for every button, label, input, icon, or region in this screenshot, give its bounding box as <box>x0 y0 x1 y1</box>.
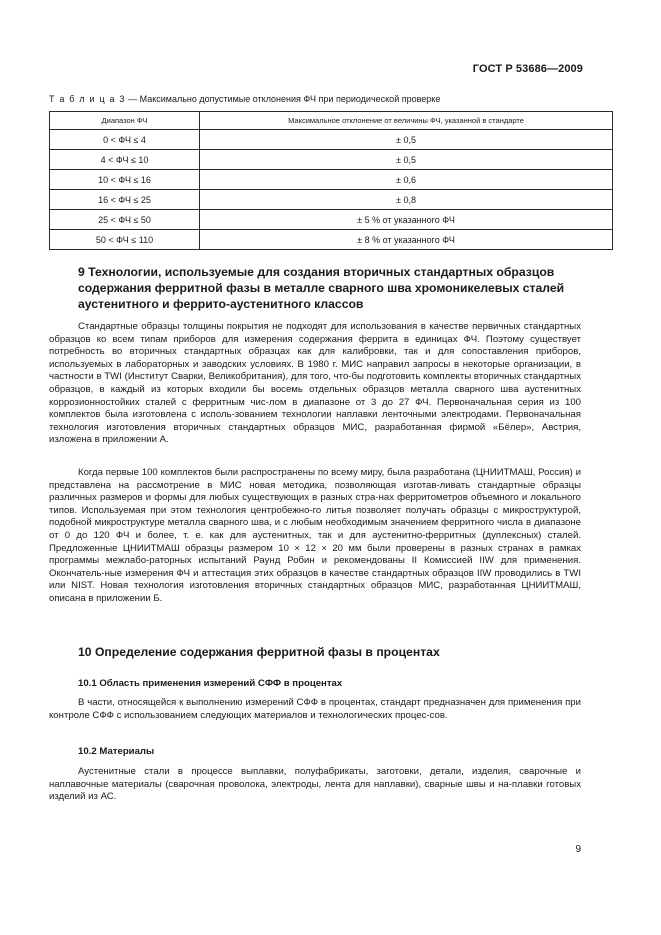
section-9-paragraph-1 <box>49 321 581 447</box>
deviation-cell: ± 0,5 <box>200 150 613 170</box>
table-row <box>50 150 613 170</box>
section-10-heading: 10 Определение содержания ферритной фазы в процентах <box>78 645 440 659</box>
page-number: 9 <box>575 844 581 855</box>
table-caption <box>49 94 609 104</box>
range-cell: 50 < ФЧ ≤ 110 <box>50 230 200 250</box>
table-row <box>50 170 613 190</box>
section-9-paragraph-2 <box>49 467 581 606</box>
deviation-cell: ± 5 % от указанного ФЧ <box>200 210 613 230</box>
table-row <box>50 190 613 210</box>
table-row <box>50 210 613 230</box>
paragraph-text: Стандартные образцы толщины покрытия не подходят для использования в качестве первичных стандартных образцов ко всем типам приборов для измерения содержания феррита в единицах ФЧ. Поэтому существует потребность во вторичных стандартных образцах как для калибровки, так и для сопоставления приборов, используемых в лабораторных и заводских условиях. В 1980 г. МИС направил запросы в некоторые организации, в частности в TWI (Институт Сварки, Великобритания), для того, что-бы подготовить комплекты вторичных стандартных образцов, в каждый из которых входили бы восемь отдельных образцов металла сварного шва аустенитных коррозионностойких сталей с ферритным чис-лом в диапазоне от 3 до 27 ФЧ. Первоначальная серия из 100 комплектов была изготовлена с исполь-зованием технологии наплавки ленточными электродами. Первоначальная технология изготовления вторичных стандартных образцов МИС, разработанная фирмой «Бёлер», Австрия, изложена в приложении А. <box>49 321 581 446</box>
deviation-cell: ± 0,5 <box>200 130 613 150</box>
range-cell: 4 < ФЧ ≤ 10 <box>50 150 200 170</box>
table-header-row <box>50 112 613 130</box>
paragraph-text: Аустенитные стали в процессе выплавки, полуфабрикаты, заготовки, детали, изделия, сварочные и наплавочные материалы (сварочная проволока, электроды, лента для наплавки), сварные швы и на-плавки готовых изделий из АС. <box>49 766 581 803</box>
table-row <box>50 130 613 150</box>
table-row <box>50 230 613 250</box>
subsection-10-1-heading: 10.1 Область применения измерений СФФ в процентах <box>78 678 343 689</box>
subsection-10-2-heading: 10.2 Материалы <box>78 746 155 757</box>
ferrite-deviation-table <box>49 111 613 250</box>
range-cell: 0 < ФЧ ≤ 4 <box>50 130 200 150</box>
range-cell: 10 < ФЧ ≤ 16 <box>50 170 200 190</box>
paragraph-text: В части, относящейся к выполнению измерений СФФ в процентах, стандарт предназначен для применения при контроле СФФ с использованием следующих материалов и технологических процес-сов. <box>49 697 581 721</box>
subsection-10-2-paragraph <box>49 766 581 804</box>
section-9-heading: 9 Технологии, используемые для создания вторичных стандартных образцов содержания ферритной фазы в металле сварного шва хромоникелевых сталей аустенитного и феррито-аустенитного классов <box>78 265 565 311</box>
deviation-cell: ± 0,6 <box>200 170 613 190</box>
header-deviation: Максимальное отклонение от величины ФЧ, указанной в стандарте <box>200 112 613 130</box>
table-caption-label: Т а б л и ц а 3 <box>49 94 126 104</box>
range-cell: 25 < ФЧ ≤ 50 <box>50 210 200 230</box>
header-range: Диапазон ФЧ <box>50 112 200 130</box>
deviation-cell: ± 0,8 <box>200 190 613 210</box>
standard-code: ГОСТ Р 53686—2009 <box>472 63 583 75</box>
table-caption-text: — Максимально допустимые отклонения ФЧ при периодической проверке <box>125 94 441 104</box>
range-cell: 16 < ФЧ ≤ 25 <box>50 190 200 210</box>
deviation-cell: ± 8 % от указанного ФЧ <box>200 230 613 250</box>
subsection-10-1-paragraph <box>49 697 581 722</box>
paragraph-text: Когда первые 100 комплектов были распространены по всему миру, была разработана (ЦНИИТМАШ, Россия) и представлена на рассмотрение в МИС новая методика, позволяющая изготав-ливать стандартные образцы различных размеров и формы для любых существующих в разных стра-нах ферритометров объемного и локального типов. Используемая при этом технология центробежно-го литья позволяет получать образцы с микроструктурой, подобной микроструктуре металла сварного шва, и с любым необходимым значением ферритного числа в диапазоне от 0 до 120 ФЧ и более, т. е. как для аустенитных, так и для аустенитно-ферритных (дуплексных) сталей. Предложенные ЦНИИТМАШ образцы размером 10 × 12 × 20 мм были проверены в разных странах в рамках программы межлабо-раторных испытаний Раунд Робин и рекомендованы II Комиссией IIW для применения. Окончатель-ные измерения ФЧ и аттестация этих образцов в качестве стандартных образцов IIW проводились в TWI или NIST. Новая технология изготовления вторичных стандартных образцов МИС, разработанная ЦНИИТМАШ, описана в приложении Б. <box>49 467 581 604</box>
